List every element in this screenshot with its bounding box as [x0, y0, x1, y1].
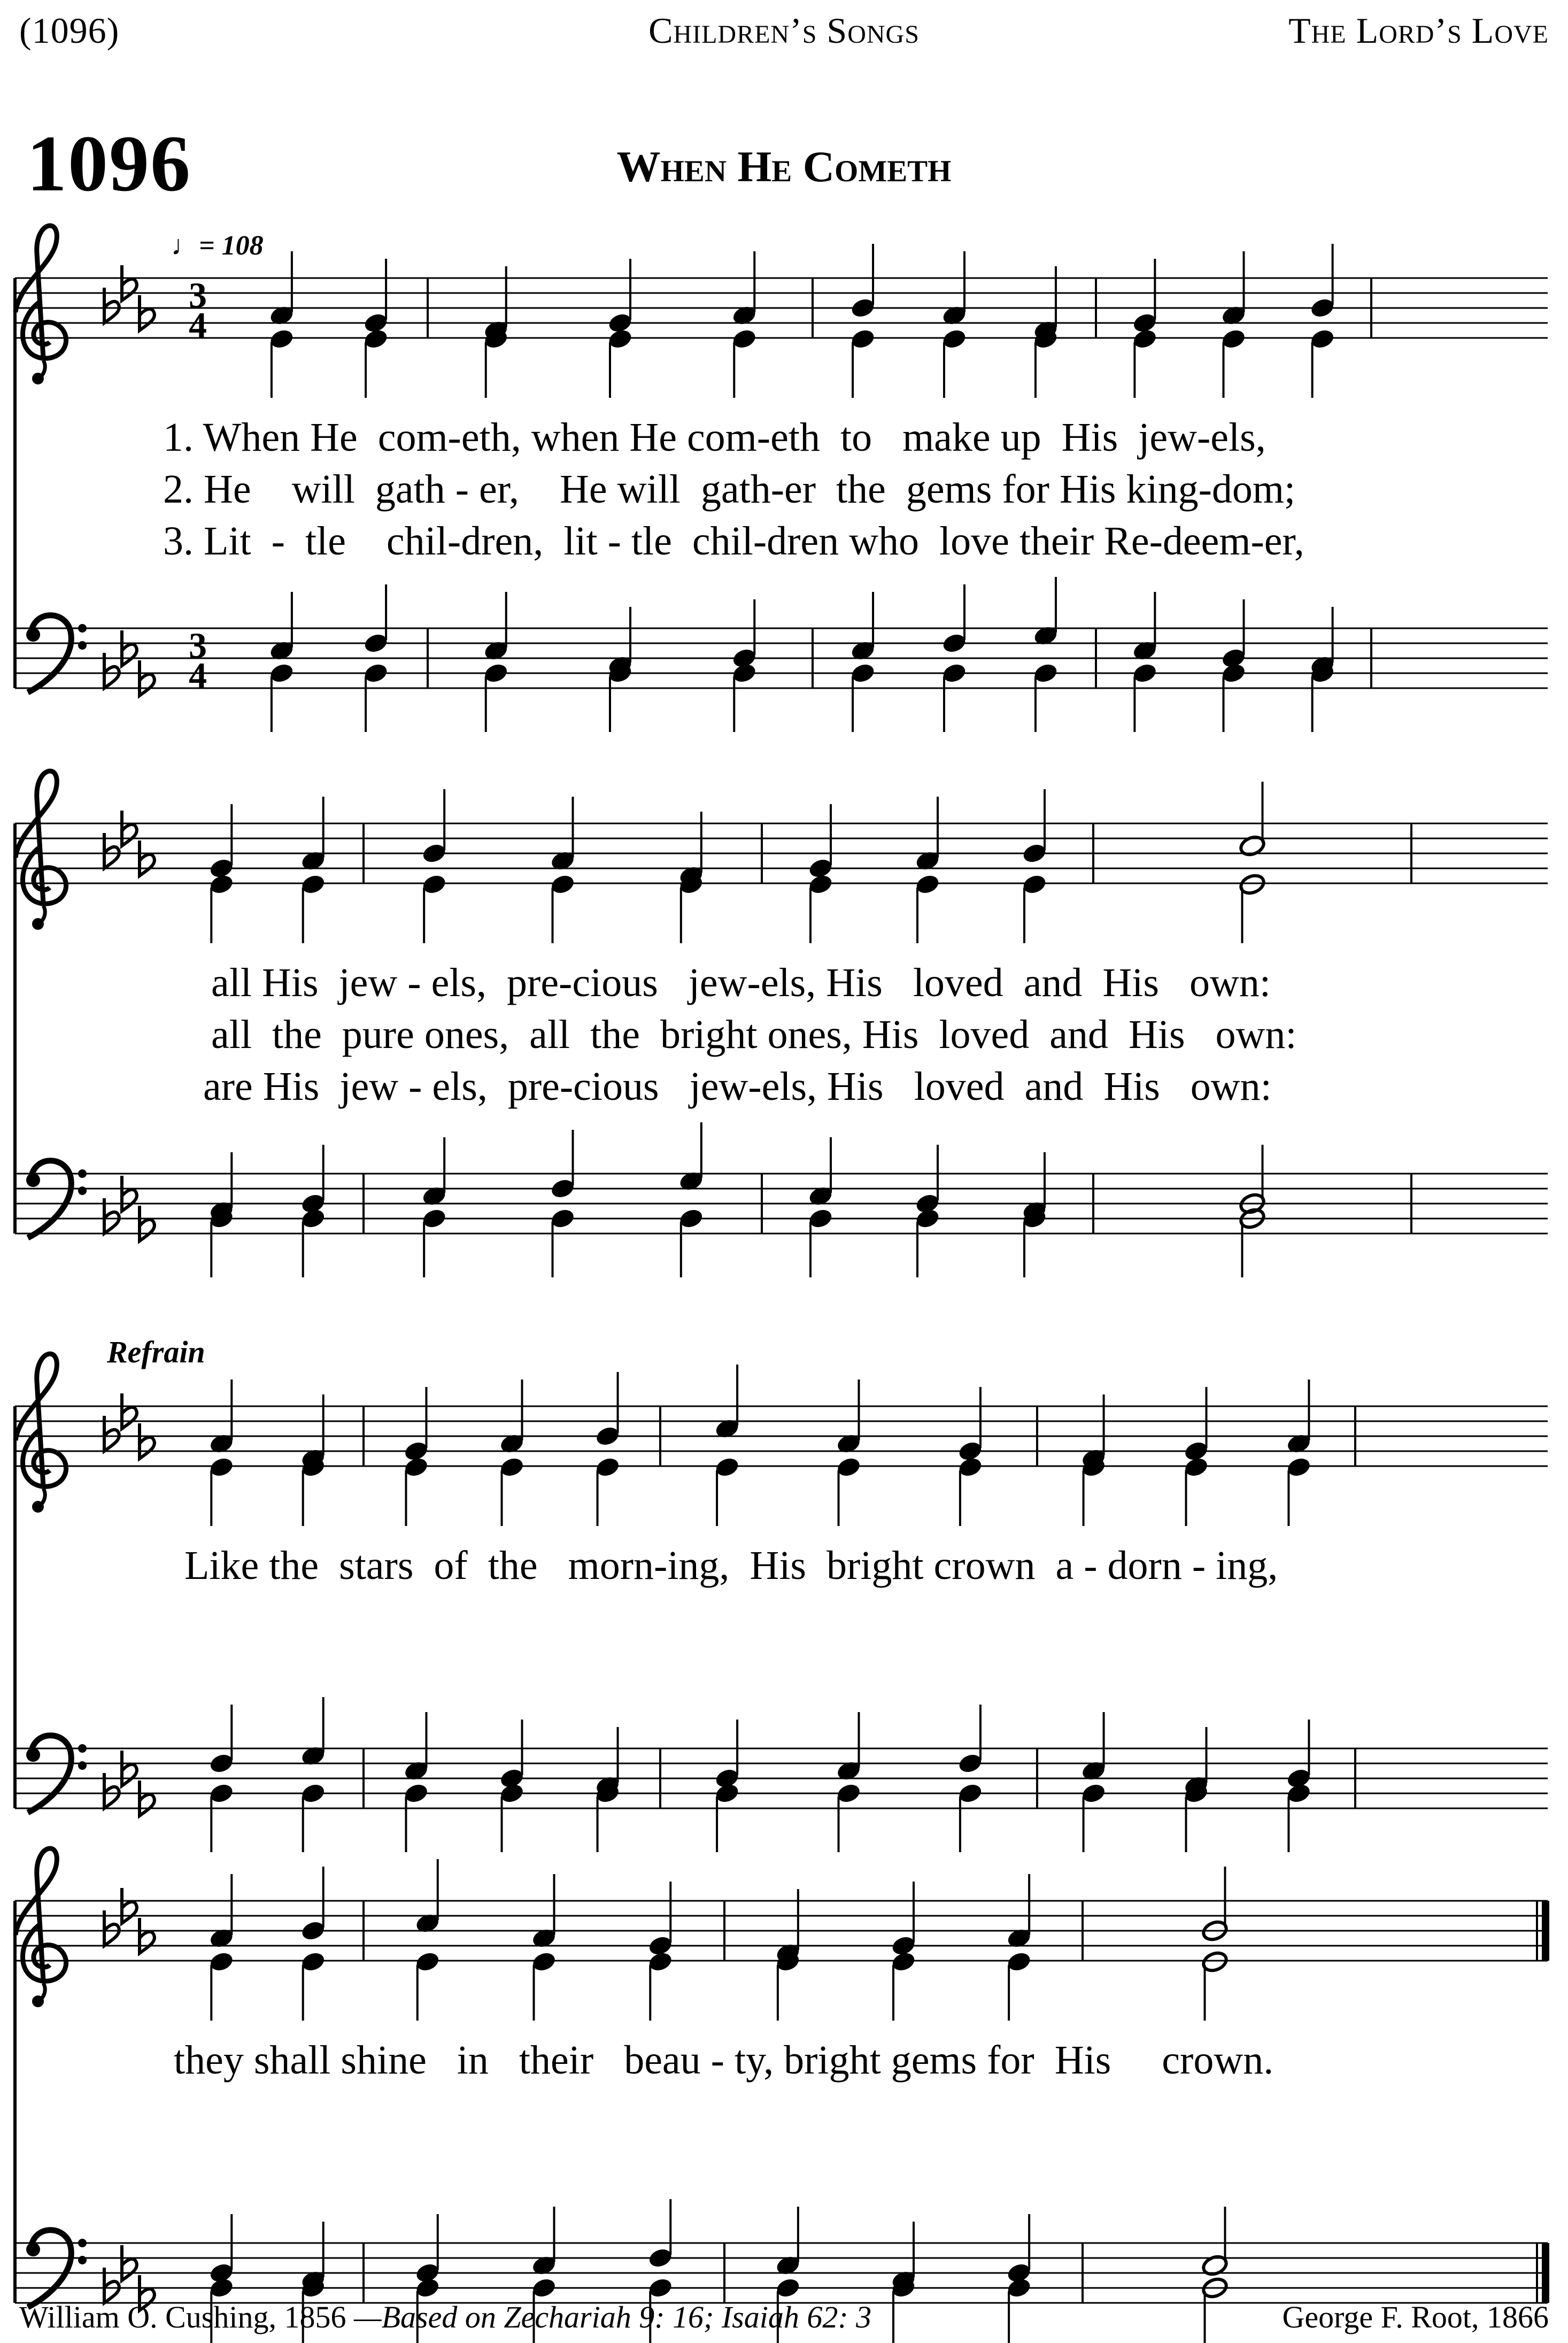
flat-icon — [122, 1888, 137, 1923]
treble-clef-icon — [16, 226, 66, 384]
section-title: Children’s Songs — [648, 10, 920, 51]
flat-icon — [122, 2245, 137, 2280]
lyric-line-verse-2: all the pure ones, all the bright ones, His loved and His own: — [211, 1012, 1297, 1057]
treble-clef-icon — [16, 1848, 66, 2007]
bass-clef-icon — [26, 1736, 87, 1813]
treble-clef-icon — [16, 771, 66, 930]
lyric-line-verse-3: are His jew - els, pre-cious jew-els, His loved and His own: — [203, 1064, 1272, 1109]
flat-icon — [140, 841, 155, 876]
tempo-value: = 108 — [199, 230, 264, 261]
flat-icon — [122, 265, 137, 300]
flat-icon — [122, 1393, 137, 1429]
lyric-line-refrain: they shall shine in their beau - ty, bright gems for His crown. — [174, 2038, 1274, 2083]
bass-clef-icon — [26, 2230, 87, 2307]
refrain-label: Refrain — [107, 1335, 205, 1369]
quarter-note-icon: ♩ — [171, 230, 199, 261]
words-credit — [19, 2299, 871, 2335]
flat-icon — [140, 295, 155, 330]
bass-time-signature-bottom: 4 — [189, 655, 207, 696]
hymn-title: When He Cometh — [616, 142, 952, 191]
flat-icon — [122, 1176, 137, 1211]
scripture-source: —Based on Zechariah 9: 16; Isaiah 62: 3 — [354, 2300, 872, 2334]
treble-clef-icon — [16, 1354, 66, 1513]
lyric-line-refrain: Like the stars of the morn-ing, His bright crown a - dorn - ing, — [184, 1543, 1278, 1588]
flat-icon — [140, 1781, 155, 1816]
treble-time-signature-top: 3 — [189, 275, 207, 315]
music-credit: George F. Root, 1866 — [1282, 2300, 1549, 2334]
lyric-line-verse-1: all His jew - els, pre-cious jew-els, His loved and His own: — [211, 960, 1271, 1005]
author: William O. Cushing, 1856 — [19, 2300, 346, 2334]
flat-icon — [140, 660, 155, 696]
flat-icon — [140, 1206, 155, 1241]
bass-clef-icon — [26, 615, 87, 692]
flat-icon — [122, 630, 137, 666]
system-3 — [15, 1354, 1548, 1852]
flat-icon — [122, 811, 137, 846]
lyric-line-verse-2: 2. He will gath - er, He will gath-er the gems for His king-dom; — [163, 467, 1296, 512]
treble-time-signature-bottom: 4 — [189, 305, 207, 345]
flat-icon — [122, 1751, 137, 1786]
topic-title: The Lord’s Love — [1288, 10, 1549, 51]
bass-time-signature-top: 3 — [189, 625, 207, 666]
lyric-line-verse-1: 1. When He com-eth, when He com-eth to make up His jew-els, — [163, 415, 1266, 460]
page-number: (1096) — [19, 10, 120, 51]
flat-icon — [140, 1918, 155, 1953]
system-4 — [15, 1848, 1548, 2343]
lyric-line-verse-3: 3. Lit - tle chil-dren, lit - tle chil-dren who love their Re-deem-er, — [163, 519, 1304, 564]
hymn-number: 1096 — [27, 119, 191, 208]
bass-clef-icon — [26, 1161, 87, 1238]
flat-icon — [140, 1423, 155, 1459]
